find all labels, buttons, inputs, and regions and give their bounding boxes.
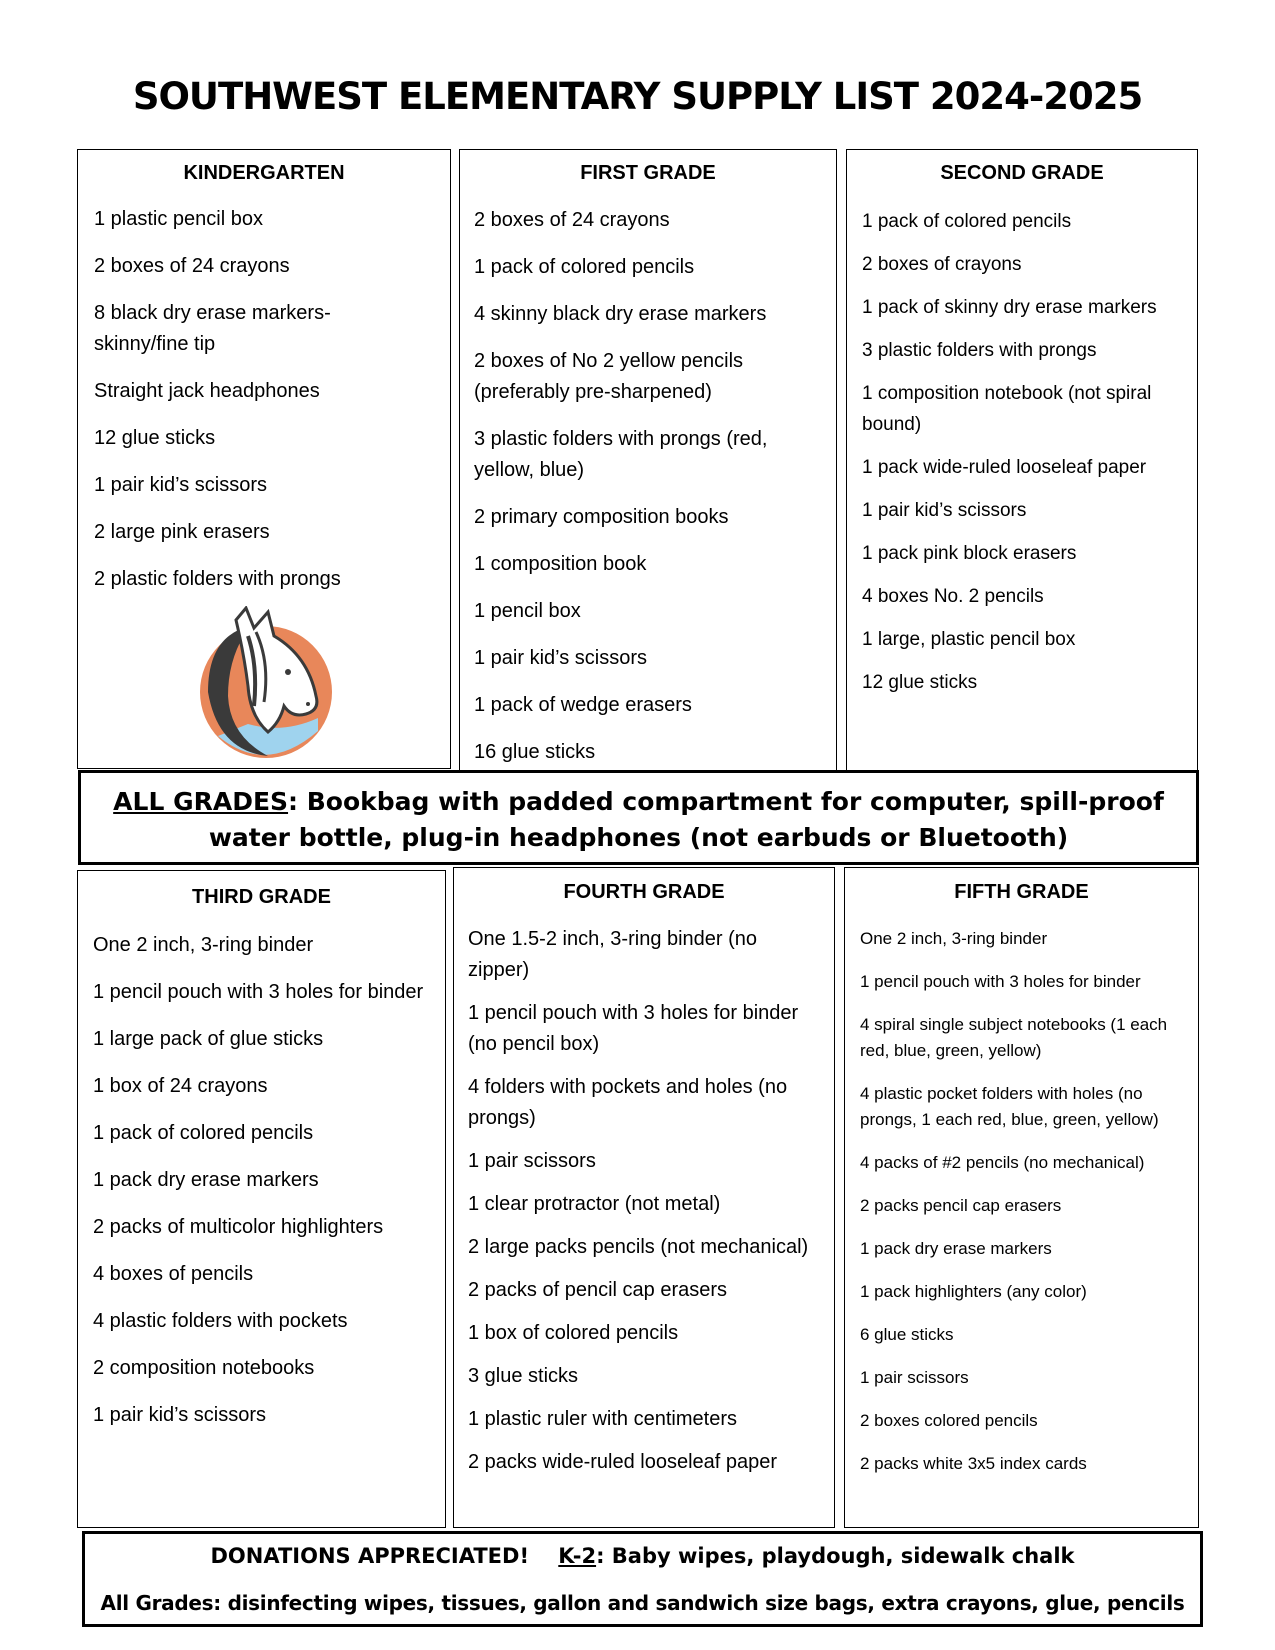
- list-item: 4 skinny black dry erase markers: [474, 303, 767, 325]
- list-item: 1 large pack of glue sticks: [93, 1028, 324, 1050]
- list-item: 4 plastic pocket folders with holes (no prongs, 1 each red, blue, green, yellow): [860, 1084, 1159, 1129]
- list-item: 1 box of 24 crayons: [93, 1075, 268, 1097]
- list-item: 2 large pink erasers: [94, 521, 270, 543]
- list-item: 3 glue sticks: [468, 1365, 579, 1387]
- donations-line-1: [85, 1544, 1200, 1568]
- supply-list: [94, 204, 440, 595]
- list-item: One 2 inch, 3-ring binder: [93, 934, 314, 956]
- list-item: 4 spiral single subject notebooks (1 each red, blue, green, yellow): [860, 1015, 1168, 1060]
- list-item: 12 glue sticks: [94, 427, 216, 449]
- list-item: 1 pair kid’s scissors: [474, 647, 648, 669]
- list-item: 1 pack of wedge erasers: [474, 694, 692, 716]
- supply-list: [468, 924, 814, 1478]
- grade-heading: KINDERGARTEN: [183, 162, 345, 184]
- all-grades-label: ALL GRADES: [113, 787, 289, 816]
- grade-heading: FIFTH GRADE: [954, 881, 1089, 903]
- donations-line-2: All Grades: disinfecting wipes, tissues, gallon and sandwich size bags, extra crayons, glue, pencils: [100, 1591, 1185, 1615]
- all-grades-banner: [78, 770, 1199, 865]
- list-item: 1 pack highlighters (any color): [860, 1282, 1087, 1301]
- list-item: 1 pair kid’s scissors: [94, 474, 268, 496]
- list-item: 2 packs of pencil cap erasers: [468, 1279, 728, 1301]
- list-item: 1 pair kid’s scissors: [93, 1404, 267, 1426]
- grade-heading: THIRD GRADE: [192, 886, 331, 908]
- list-item: One 1.5-2 inch, 3-ring binder (no zipper): [468, 928, 758, 981]
- list-item: 1 plastic pencil box: [94, 208, 263, 230]
- all-grades-text: : Bookbag with padded compartment for computer, spill-proof water bottle, plug-in headphones (not earbuds or Bluetooth): [208, 787, 1164, 852]
- second-grade-box: [846, 149, 1198, 773]
- supply-list: [860, 926, 1190, 1477]
- list-item: 1 pack of colored pencils: [474, 256, 695, 278]
- list-item: 2 boxes of No 2 yellow pencils (preferably pre-sharpened): [474, 350, 744, 403]
- grade-heading: FOURTH GRADE: [563, 881, 725, 903]
- horse-head-icon: [188, 606, 338, 766]
- list-item: 1 pencil pouch with 3 holes for binder (no pencil box): [468, 1002, 799, 1055]
- list-item: 1 box of colored pencils: [468, 1322, 679, 1344]
- list-item: 4 boxes No. 2 pencils: [862, 586, 1044, 607]
- list-item: 2 packs wide-ruled looseleaf paper: [468, 1451, 778, 1473]
- list-item: 1 large, plastic pencil box: [862, 629, 1076, 650]
- list-item: 2 packs pencil cap erasers: [860, 1196, 1062, 1215]
- list-item: 2 boxes colored pencils: [860, 1411, 1038, 1430]
- k2-text: : Baby wipes, playdough, sidewalk chalk: [596, 1544, 1075, 1568]
- grade-heading: FIRST GRADE: [580, 162, 716, 184]
- fourth-grade-box: [453, 867, 835, 1528]
- donations-banner: [82, 1531, 1203, 1627]
- list-item: Straight jack headphones: [94, 380, 320, 402]
- list-item: 2 primary composition books: [474, 506, 729, 528]
- list-item: 12 glue sticks: [862, 672, 978, 693]
- supply-list: [474, 205, 826, 768]
- list-item: 1 pair scissors: [468, 1150, 596, 1172]
- list-item: 4 plastic folders with pockets: [93, 1310, 348, 1332]
- fifth-grade-box: [844, 867, 1199, 1528]
- list-item: 1 composition notebook (not spiral bound): [862, 383, 1152, 435]
- list-item: 2 boxes of 24 crayons: [474, 209, 670, 231]
- list-item: 4 boxes of pencils: [93, 1263, 254, 1285]
- k2-label: K-2: [558, 1544, 597, 1568]
- supply-list: [862, 206, 1187, 698]
- list-item: 16 glue sticks: [474, 741, 596, 763]
- list-item: 1 pack dry erase markers: [93, 1169, 319, 1191]
- list-item: 2 boxes of 24 crayons: [94, 255, 290, 277]
- list-item: 1 pack of colored pencils: [93, 1122, 314, 1144]
- donations-heading: DONATIONS APPRECIATED!: [210, 1544, 530, 1568]
- list-item: 1 clear protractor (not metal): [468, 1193, 721, 1215]
- list-item: 1 pack wide-ruled looseleaf paper: [862, 457, 1147, 478]
- page-title: SOUTHWEST ELEMENTARY SUPPLY LIST 2024-2025: [132, 75, 1143, 118]
- list-item: 3 plastic folders with prongs: [862, 340, 1097, 361]
- list-item: 1 pack of skinny dry erase markers: [862, 297, 1157, 318]
- list-item: 8 black dry erase markers- skinny/fine tip: [94, 302, 331, 355]
- list-item: 2 boxes of crayons: [862, 254, 1022, 275]
- first-grade-box: [459, 149, 837, 773]
- list-item: 1 plastic ruler with centimeters: [468, 1408, 737, 1430]
- list-item: 4 folders with pockets and holes (no prongs): [468, 1076, 788, 1129]
- list-item: One 2 inch, 3-ring binder: [860, 929, 1048, 948]
- list-item: 1 pack pink block erasers: [862, 543, 1077, 564]
- grade-heading: SECOND GRADE: [940, 162, 1104, 184]
- list-item: 2 plastic folders with prongs: [94, 568, 341, 590]
- list-item: 2 composition notebooks: [93, 1357, 315, 1379]
- list-item: 1 pencil pouch with 3 holes for binder: [93, 981, 424, 1003]
- third-grade-box: [77, 870, 446, 1528]
- list-item: 1 composition book: [474, 553, 647, 575]
- list-item: 1 pair kid’s scissors: [862, 500, 1027, 521]
- list-item: 2 large packs pencils (not mechanical): [468, 1236, 809, 1258]
- list-item: 2 packs of multicolor highlighters: [93, 1216, 384, 1238]
- list-item: 3 plastic folders with prongs (red, yellow, blue): [474, 428, 768, 481]
- list-item: 1 pair scissors: [860, 1368, 969, 1387]
- list-item: 2 packs white 3x5 index cards: [860, 1454, 1087, 1473]
- supply-list: [93, 930, 425, 1431]
- list-item: 1 pack of colored pencils: [862, 211, 1072, 232]
- list-item: 1 pencil box: [474, 600, 581, 622]
- list-item: 1 pencil pouch with 3 holes for binder: [860, 972, 1141, 991]
- list-item: 4 packs of #2 pencils (no mechanical): [860, 1153, 1145, 1172]
- list-item: 1 pack dry erase markers: [860, 1239, 1052, 1258]
- list-item: 6 glue sticks: [860, 1325, 954, 1344]
